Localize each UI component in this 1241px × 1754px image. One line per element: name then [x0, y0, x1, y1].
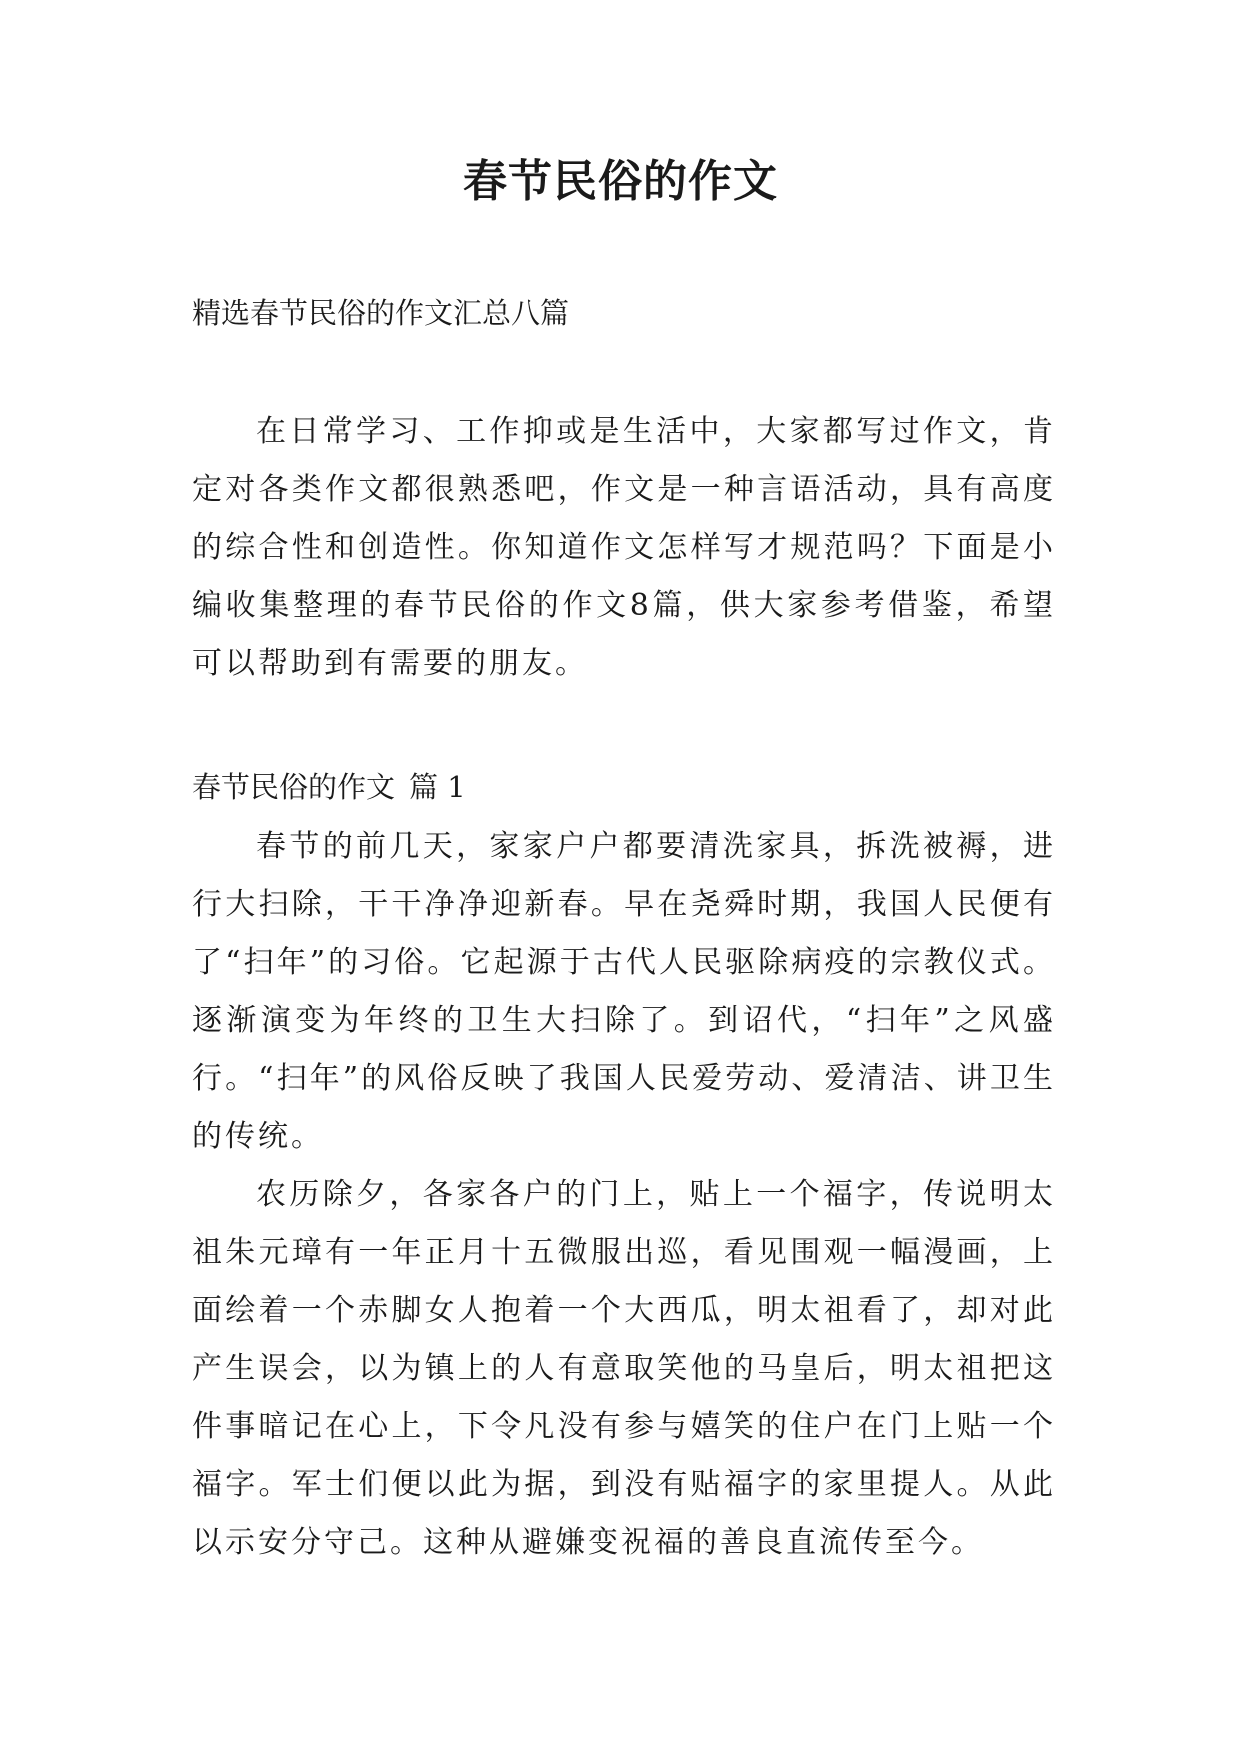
section-heading: [192, 762, 1056, 812]
section-number: 篇 1: [409, 770, 466, 804]
page-title: 春节民俗的作文: [463, 156, 778, 207]
essay-paragraph-1: 春节的前几天，家家户户都要清洗家具，拆洗被褥，进行大扫除，干干净净迎新春。早在尧舜时期，我国人民便有了“扫年”的习俗。它起源于古代人民驱除病疫的宗教仪式。逐渐演变为年终的卫生大扫除了。到诏代，“扫年”之风盛行。“扫年”的风俗反映了我国人民爱劳动、爱清洁、讲卫生的传统。: [192, 829, 1056, 1154]
intro-paragraph: 在日常学习、工作抑或是生活中，大家都写过作文，肯定对各类作文都很熟悉吧，作文是一种言语活动，具有高度的综合性和创造性。你知道作文怎样写才规范吗？下面是小编收集整理的春节民俗的作文8篇，供大家参考借鉴，希望可以帮助到有需要的朋友。: [192, 414, 1056, 681]
essay-section-1: [192, 762, 1056, 1572]
essay-paragraph-2: 农历除夕，各家各户的门上，贴上一个福字，传说明太祖朱元璋有一年正月十五微服出巡，看见围观一幅漫画，上面绘着一个赤脚女人抱着一个大西瓜，明太祖看了，却对此产生误会，以为镇上的人有意取笑他的马皇后，明太祖把这件事暗记在心上，下令凡没有参与嬉笑的住户在门上贴一个福字。军士们便以此为据，到没有贴福字的家里提人。从此以示安分守己。这种从避嫌变祝福的善良直流传至今。: [192, 1177, 1056, 1560]
intro-block: [192, 403, 1056, 693]
document-subtitle: 精选春节民俗的作文汇总八篇: [192, 296, 570, 330]
section-heading-text: 春节民俗的作文: [192, 770, 396, 804]
